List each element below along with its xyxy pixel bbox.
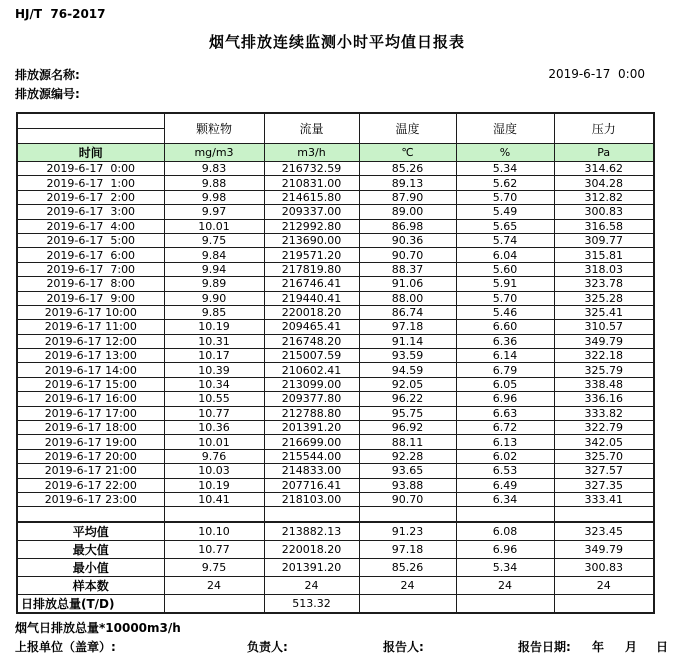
value-cell: 217819.80 — [264, 262, 359, 276]
summary-label: 最小值 — [17, 559, 164, 577]
value-cell: 9.88 — [164, 176, 264, 190]
value-cell: 10.19 — [164, 478, 264, 492]
value-cell: 9.89 — [164, 277, 264, 291]
summary-value-cell: 349.79 — [554, 541, 654, 559]
summary-value-cell: 9.75 — [164, 559, 264, 577]
summary-value-cell — [554, 595, 654, 614]
time-cell: 2019-6-17 17:00 — [17, 406, 164, 420]
value-cell: 87.90 — [359, 190, 456, 204]
report-table — [16, 112, 655, 614]
value-cell: 333.41 — [554, 492, 654, 506]
value-cell: 325.70 — [554, 449, 654, 463]
time-cell: 2019-6-17 10:00 — [17, 305, 164, 319]
value-cell: 336.16 — [554, 392, 654, 406]
summary-value-cell: 6.08 — [456, 522, 554, 541]
spacer-row — [17, 507, 654, 523]
value-cell: 210831.00 — [264, 176, 359, 190]
value-cell: 10.31 — [164, 334, 264, 348]
time-col-header-top — [17, 113, 164, 129]
value-cell: 10.55 — [164, 392, 264, 406]
summary-value-cell: 10.77 — [164, 541, 264, 559]
month-label: 月 — [625, 640, 638, 654]
value-cell: 5.49 — [456, 205, 554, 219]
value-cell: 216732.59 — [264, 162, 359, 176]
table-row — [17, 176, 654, 190]
value-cell: 316.58 — [554, 219, 654, 233]
time-cell: 2019-6-17 9:00 — [17, 291, 164, 305]
value-cell: 93.65 — [359, 464, 456, 478]
summary-label: 最大值 — [17, 541, 164, 559]
value-cell: 309.77 — [554, 233, 654, 247]
value-cell: 5.70 — [456, 190, 554, 204]
value-cell: 97.18 — [359, 320, 456, 334]
summary-value-cell: 91.23 — [359, 522, 456, 541]
value-cell: 325.28 — [554, 291, 654, 305]
value-cell: 86.74 — [359, 305, 456, 319]
year-label: 年 — [592, 640, 605, 654]
value-cell: 213690.00 — [264, 233, 359, 247]
value-cell: 322.79 — [554, 421, 654, 435]
table-row — [17, 291, 654, 305]
value-cell: 219571.20 — [264, 248, 359, 262]
summary-value-cell — [164, 595, 264, 614]
value-cell: 10.36 — [164, 421, 264, 435]
time-cell: 2019-6-17 23:00 — [17, 492, 164, 506]
value-cell: 9.90 — [164, 291, 264, 305]
value-cell: 6.05 — [456, 377, 554, 391]
time-cell: 2019-6-17 21:00 — [17, 464, 164, 478]
value-cell: 338.48 — [554, 377, 654, 391]
time-cell: 2019-6-17 22:00 — [17, 478, 164, 492]
table-row — [17, 377, 654, 391]
value-cell: 10.77 — [164, 406, 264, 420]
summary-value-cell: 85.26 — [359, 559, 456, 577]
value-cell: 318.03 — [554, 262, 654, 276]
summary-value-cell — [456, 595, 554, 614]
time-cell: 2019-6-17 12:00 — [17, 334, 164, 348]
value-cell: 9.97 — [164, 205, 264, 219]
summary-value-cell: 10.10 — [164, 522, 264, 541]
value-cell: 9.85 — [164, 305, 264, 319]
value-cell: 209465.41 — [264, 320, 359, 334]
unit-cell: Pa — [554, 144, 654, 162]
value-cell: 93.59 — [359, 349, 456, 363]
table-row — [17, 421, 654, 435]
table-row — [17, 320, 654, 334]
time-cell: 2019-6-17 18:00 — [17, 421, 164, 435]
value-cell: 96.22 — [359, 392, 456, 406]
value-cell: 325.79 — [554, 363, 654, 377]
value-cell: 94.59 — [359, 363, 456, 377]
value-cell: 92.28 — [359, 449, 456, 463]
column-header: 温度 — [359, 113, 456, 144]
responsible-person-label: 负责人: — [247, 640, 288, 654]
value-cell: 92.05 — [359, 377, 456, 391]
value-cell: 89.00 — [359, 205, 456, 219]
value-cell: 215007.59 — [264, 349, 359, 363]
time-cell: 2019-6-17 15:00 — [17, 377, 164, 391]
value-cell: 9.94 — [164, 262, 264, 276]
value-cell: 213099.00 — [264, 377, 359, 391]
time-cell: 2019-6-17 0:00 — [17, 162, 164, 176]
summary-value-cell: 24 — [359, 577, 456, 595]
value-cell: 6.13 — [456, 435, 554, 449]
value-cell: 90.70 — [359, 492, 456, 506]
value-cell: 9.98 — [164, 190, 264, 204]
value-cell: 6.63 — [456, 406, 554, 420]
unit-cell: % — [456, 144, 554, 162]
time-cell: 2019-6-17 5:00 — [17, 233, 164, 247]
summary-value-cell: 5.34 — [456, 559, 554, 577]
table-row — [17, 478, 654, 492]
spacer-cell — [554, 507, 654, 523]
unit-cell: ℃ — [359, 144, 456, 162]
table-row — [17, 392, 654, 406]
summary-value-cell: 6.96 — [456, 541, 554, 559]
table-row — [17, 262, 654, 276]
summary-value-cell: 213882.13 — [264, 522, 359, 541]
value-cell: 6.79 — [456, 363, 554, 377]
value-cell: 210602.41 — [264, 363, 359, 377]
value-cell: 95.75 — [359, 406, 456, 420]
time-cell: 2019-6-17 3:00 — [17, 205, 164, 219]
value-cell: 86.98 — [359, 219, 456, 233]
value-cell: 10.01 — [164, 219, 264, 233]
value-cell: 6.72 — [456, 421, 554, 435]
report-date-label: 报告日期: — [518, 640, 571, 654]
column-header: 湿度 — [456, 113, 554, 144]
unit-row — [17, 144, 654, 162]
table-row — [17, 277, 654, 291]
column-header: 压力 — [554, 113, 654, 144]
value-cell: 342.05 — [554, 435, 654, 449]
spacer-cell — [264, 507, 359, 523]
value-cell: 312.82 — [554, 190, 654, 204]
time-header: 时间 — [17, 144, 164, 162]
column-header: 颗粒物 — [164, 113, 264, 144]
table-row — [17, 435, 654, 449]
table-row — [17, 219, 654, 233]
table-row — [17, 305, 654, 319]
value-cell: 6.49 — [456, 478, 554, 492]
unit-cell: mg/m3 — [164, 144, 264, 162]
value-cell: 314.62 — [554, 162, 654, 176]
value-cell: 216746.41 — [264, 277, 359, 291]
value-cell: 10.03 — [164, 464, 264, 478]
value-cell: 325.41 — [554, 305, 654, 319]
summary-value-cell: 24 — [554, 577, 654, 595]
time-cell: 2019-6-17 13:00 — [17, 349, 164, 363]
value-cell: 6.04 — [456, 248, 554, 262]
unit-cell: m3/h — [264, 144, 359, 162]
daily-total-note: 烟气日排放总量*10000m3/h — [15, 621, 181, 635]
summary-row — [17, 541, 654, 559]
value-cell: 6.53 — [456, 464, 554, 478]
time-cell: 2019-6-17 8:00 — [17, 277, 164, 291]
value-cell: 6.36 — [456, 334, 554, 348]
table-row — [17, 233, 654, 247]
time-cell: 2019-6-17 14:00 — [17, 363, 164, 377]
time-cell: 2019-6-17 4:00 — [17, 219, 164, 233]
value-cell: 88.37 — [359, 262, 456, 276]
value-cell: 201391.20 — [264, 421, 359, 435]
summary-label: 样本数 — [17, 577, 164, 595]
table-row — [17, 190, 654, 204]
time-cell: 2019-6-17 11:00 — [17, 320, 164, 334]
value-cell: 10.41 — [164, 492, 264, 506]
value-cell: 9.83 — [164, 162, 264, 176]
time-cell: 2019-6-17 6:00 — [17, 248, 164, 262]
value-cell: 214615.80 — [264, 190, 359, 204]
value-cell: 212992.80 — [264, 219, 359, 233]
value-cell: 6.02 — [456, 449, 554, 463]
summary-label: 日排放总量(T/D) — [17, 595, 164, 614]
value-cell: 219440.41 — [264, 291, 359, 305]
summary-value-cell: 323.45 — [554, 522, 654, 541]
summary-value-cell: 300.83 — [554, 559, 654, 577]
table-row — [17, 205, 654, 219]
value-cell: 300.83 — [554, 205, 654, 219]
summary-row — [17, 577, 654, 595]
time-cell: 2019-6-17 16:00 — [17, 392, 164, 406]
table-row — [17, 406, 654, 420]
value-cell: 6.14 — [456, 349, 554, 363]
value-cell: 5.46 — [456, 305, 554, 319]
reporter-label: 报告人: — [383, 640, 424, 654]
value-cell: 10.34 — [164, 377, 264, 391]
value-cell: 209337.00 — [264, 205, 359, 219]
table-row — [17, 449, 654, 463]
value-cell: 10.17 — [164, 349, 264, 363]
value-cell: 91.14 — [359, 334, 456, 348]
value-cell: 9.84 — [164, 248, 264, 262]
table-row — [17, 492, 654, 506]
day-label: 日 — [656, 640, 669, 654]
table-row — [17, 334, 654, 348]
table-row — [17, 162, 654, 176]
value-cell: 5.34 — [456, 162, 554, 176]
source-name-label: 排放源名称: — [15, 68, 80, 82]
value-cell: 216699.00 — [264, 435, 359, 449]
value-cell: 10.19 — [164, 320, 264, 334]
value-cell: 214833.00 — [264, 464, 359, 478]
value-cell: 5.70 — [456, 291, 554, 305]
value-cell: 218103.00 — [264, 492, 359, 506]
spacer-cell — [359, 507, 456, 523]
summary-value-cell: 201391.20 — [264, 559, 359, 577]
time-cell: 2019-6-17 20:00 — [17, 449, 164, 463]
value-cell: 220018.20 — [264, 305, 359, 319]
summary-value-cell: 24 — [456, 577, 554, 595]
summary-value-cell: 220018.20 — [264, 541, 359, 559]
value-cell: 327.35 — [554, 478, 654, 492]
value-cell: 6.34 — [456, 492, 554, 506]
value-cell: 323.78 — [554, 277, 654, 291]
value-cell: 315.81 — [554, 248, 654, 262]
value-cell: 212788.80 — [264, 406, 359, 420]
value-cell: 88.00 — [359, 291, 456, 305]
summary-value-cell — [359, 595, 456, 614]
value-cell: 6.96 — [456, 392, 554, 406]
value-cell: 89.13 — [359, 176, 456, 190]
time-cell: 2019-6-17 1:00 — [17, 176, 164, 190]
table-row — [17, 464, 654, 478]
value-cell: 215544.00 — [264, 449, 359, 463]
value-cell: 10.01 — [164, 435, 264, 449]
value-cell: 209377.80 — [264, 392, 359, 406]
value-cell: 349.79 — [554, 334, 654, 348]
column-header: 流量 — [264, 113, 359, 144]
value-cell: 207716.41 — [264, 478, 359, 492]
value-cell: 304.28 — [554, 176, 654, 190]
spacer-cell — [456, 507, 554, 523]
summary-value-cell: 24 — [264, 577, 359, 595]
summary-row — [17, 522, 654, 541]
value-cell: 216748.20 — [264, 334, 359, 348]
value-cell: 5.74 — [456, 233, 554, 247]
report-unit-label: 上报单位（盖章）: — [15, 640, 116, 654]
summary-row — [17, 595, 654, 614]
value-cell: 5.65 — [456, 219, 554, 233]
source-code-label: 排放源编号: — [15, 87, 80, 101]
value-cell: 90.36 — [359, 233, 456, 247]
summary-value-cell: 513.32 — [264, 595, 359, 614]
summary-value-cell: 97.18 — [359, 541, 456, 559]
value-cell: 327.57 — [554, 464, 654, 478]
value-cell: 333.82 — [554, 406, 654, 420]
value-cell: 9.75 — [164, 233, 264, 247]
summary-row — [17, 559, 654, 577]
value-cell: 322.18 — [554, 349, 654, 363]
value-cell: 310.57 — [554, 320, 654, 334]
value-cell: 5.60 — [456, 262, 554, 276]
table-row — [17, 248, 654, 262]
time-cell: 2019-6-17 19:00 — [17, 435, 164, 449]
value-cell: 5.91 — [456, 277, 554, 291]
value-cell: 96.92 — [359, 421, 456, 435]
table-row — [17, 349, 654, 363]
standard-number: HJ/T 76-2017 — [15, 7, 106, 21]
value-cell: 90.70 — [359, 248, 456, 262]
spacer-cell — [164, 507, 264, 523]
value-cell: 88.11 — [359, 435, 456, 449]
value-cell: 10.39 — [164, 363, 264, 377]
time-col-header-bottom — [17, 129, 164, 144]
value-cell: 6.60 — [456, 320, 554, 334]
summary-value-cell: 24 — [164, 577, 264, 595]
report-title: 烟气排放连续监测小时平均值日报表 — [208, 33, 465, 51]
table-row — [17, 363, 654, 377]
spacer-cell — [17, 507, 164, 523]
value-cell: 91.06 — [359, 277, 456, 291]
time-cell: 2019-6-17 2:00 — [17, 190, 164, 204]
value-cell: 93.88 — [359, 478, 456, 492]
header-row-top — [17, 113, 654, 129]
report-datetime: 2019-6-17 0:00 — [548, 67, 645, 81]
value-cell: 9.76 — [164, 449, 264, 463]
summary-label: 平均值 — [17, 522, 164, 541]
value-cell: 85.26 — [359, 162, 456, 176]
value-cell: 5.62 — [456, 176, 554, 190]
time-cell: 2019-6-17 7:00 — [17, 262, 164, 276]
